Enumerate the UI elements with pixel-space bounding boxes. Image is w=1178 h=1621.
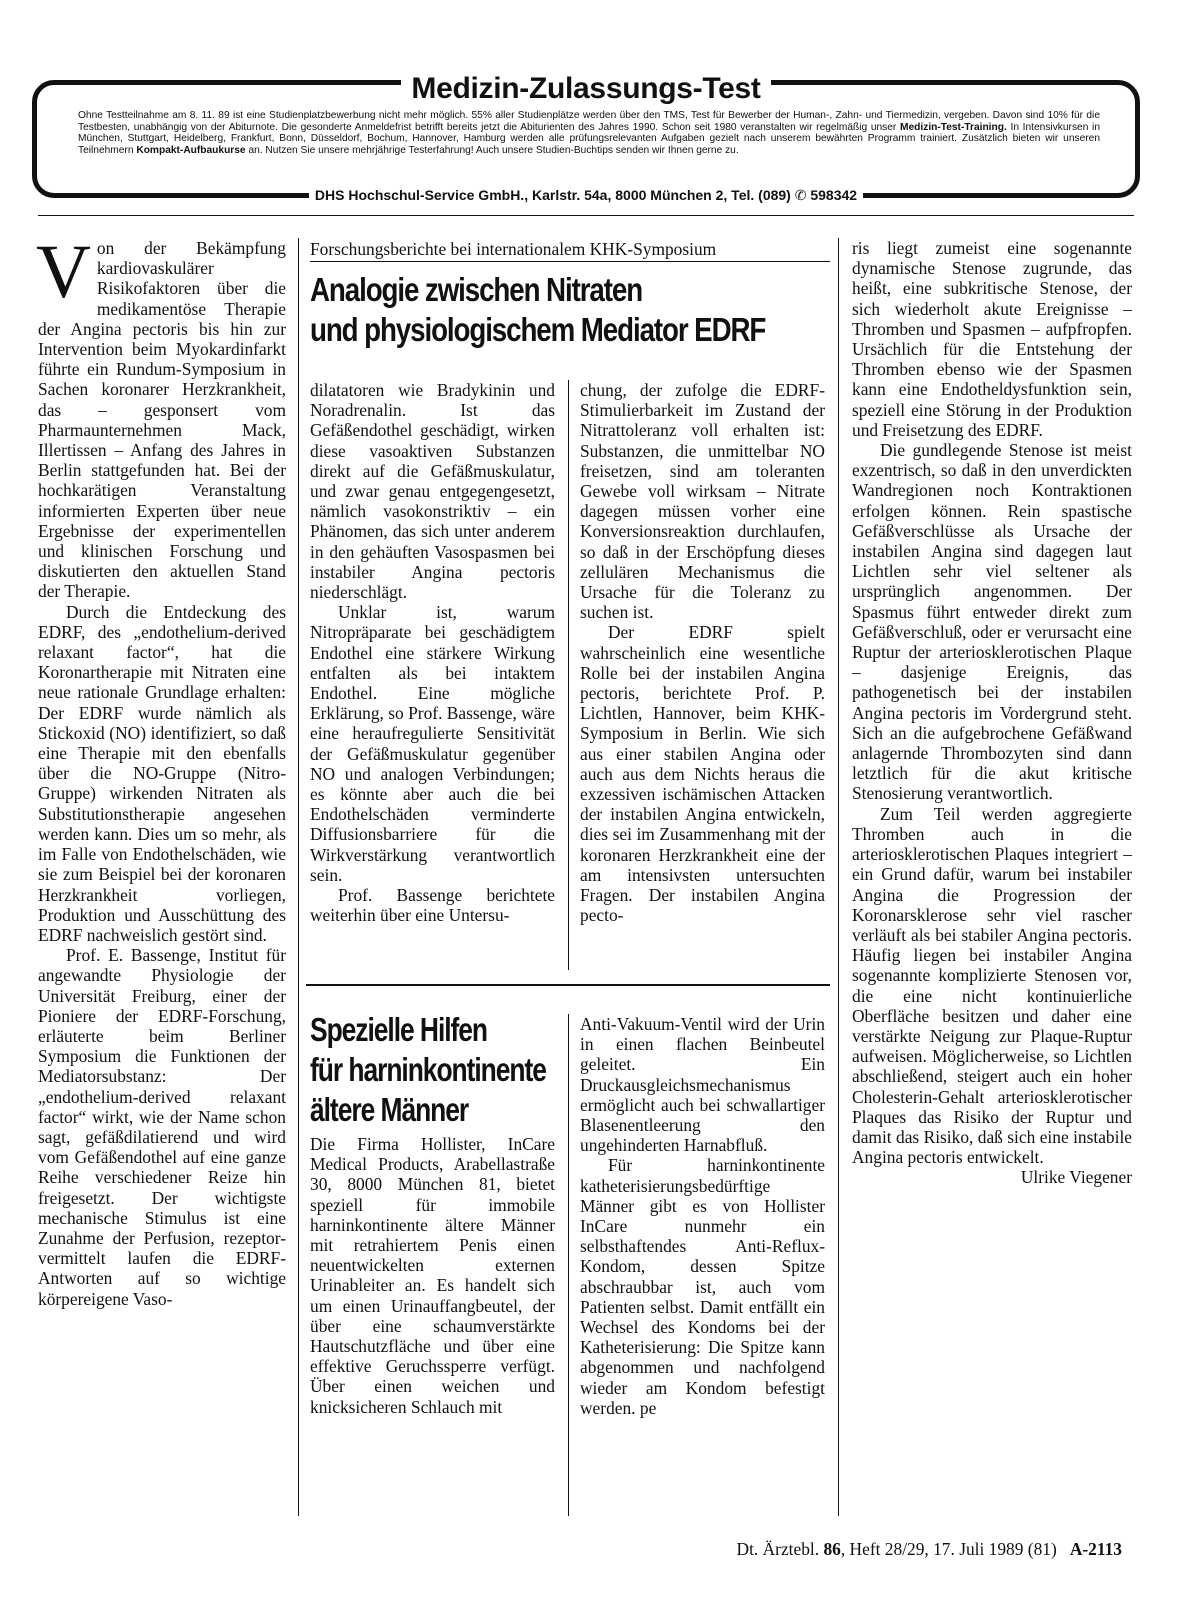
article2-headline-line3: ältere Männer xyxy=(310,1091,469,1128)
article1-col3-p3 xyxy=(852,803,1132,1188)
footer-issue: , Heft 28/29, 17. Juli 1989 (81) xyxy=(840,1539,1057,1559)
article1-col1-p2: Durch die Entdeckung des EDRF, des „endothelium-derived relaxant factor“, hat die Koronartherapie mit Nitraten eine neue rationale Grundlage erhalten: Der EDRF wurde nämlich als Stickoxid (NO) identifiziert, so daß eine Therapie mit den ebenfalls über die NO-Gruppe (Nitro-Gruppe) wirkenden Nitraten als Substitutionstherapie angesehen werden kann. Dies um so mehr, als im Falle von Endothelschäden, wie sie zum Beispiel bei der koronaren Herzkrankheit vorliegen, Produktion und Ausschüttung des EDRF nachweislich gestört sind. xyxy=(38,601,286,945)
article1-col1-p3: Prof. E. Bassenge, Institut für angewandte Physiologie der Universität Freiburg, einer der Pioniere der EDRF-Forschung, erläuterte beim Berliner Symposium die Funktionen der Mediatorsubstanz: Der „endothelium-derived relaxant factor“ wirkt, wie der Name schon sagt, gefäßdilatierend und wird vom Gefäßendothel auf eine ganze Reihe verschiedener Reize hin freigesetzt. Der wichtigste mechanische Stimulus ist eine Zunahme der Perfusion, rezeptor-vermittelt laufen die EDRF-Antworten auf so wichtige körpereigene Vaso- xyxy=(38,945,286,1309)
article2-headline-line1: Spezielle Hilfen xyxy=(310,1011,488,1048)
article2-col-b-p2-text: Für harninkontinente katheterisierungsbedürftige Männer gibt es von Hollister InCare nunmehr ein selbsthaftendes Anti-Reflux-Kondom, dessen Spitze abschraubbar ist, auch vom Patienten selbst. Damit entfällt ein Wechsel des Kondoms bei der Katheterisierung: Die Spitze kann abgenommen und nachfolgend wieder am Kondom befestigt werden. xyxy=(580,1155,825,1418)
article1-col3-p2: Die gundlegende Stenose ist meist exzentrisch, so daß in den unverdickten Wandregionen noch Kontraktionen erfolgen können. Rein spastische Gefäßverschlüsse als Ursache der instabilen Angina sind dagegen laut Lichtlen sehr viel seltener als ursprünglich angenommen. Der Spasmus führt entweder direkt zum Gefäßverschluß, oder er verursacht eine Ruptur der arteriosklerotischen Plaque – dasjenige Ereignis, das pathogenetisch bei der instabilen Angina pectoris im Vordergrund steht. Sich an die aufgebrochene Gefäßwand anlagernde Thrombozyten sind dann letztlich für die akut kritische Stenosierung verantwortlich. xyxy=(852,440,1132,804)
dropcap: V xyxy=(36,230,91,314)
article1-col2a-p3: Prof. Bassenge berichtete weiterhin über eine Untersu- xyxy=(310,885,555,926)
article1-col2a-p1: dilatatoren wie Bradykinin und Noradrenalin. Ist das Gefäßendothel geschädigt, wirken diese vasoaktiven Substanzen direkt auf die Gefäßmuskulatur, und zwar genau entgegengesetzt, nämlich vasokonstriktiv – ein Phänomen, das sich unter anderem in den gehäuften Vasospasmen bei instabiler Angina pectoris niederschlägt. xyxy=(310,380,555,603)
article1-col3-p1: ris liegt zumeist eine sogenannte dynamische Stenose zugrunde, das heißt, eine subkritische Stenose, der sich wiederholt akute Ereignisse – Thromben und Spasmen – aufpfropfen. Ursächlich für die Entstehung der Thromben ebenso wie der Spasmen kann eine Endotheldysfunktion sein, speziell eine Störung in der Produktion und Freisetzung des EDRF. xyxy=(852,238,1132,440)
article1-kicker: Forschungsberichte bei internationalem KHK-Symposium xyxy=(310,238,830,262)
ad-footer-wrap xyxy=(32,186,1140,205)
article1-headline xyxy=(310,270,766,350)
article2-col-b-p1: Anti-Vakuum-Ventil wird der Urin in einen flachen Beinbeutel geleitet. Ein Druckausgleichsmechanismus ermöglicht auch bei schwallartiger Blasenentleerung den ungehinderten Harnabfluß. xyxy=(580,1014,825,1156)
column-divider-2 xyxy=(838,238,839,1516)
column-divider-1 xyxy=(298,238,299,1516)
article1-col2a-p2: Unklar ist, warum Nitropräparate bei geschädigtem Endothel eine stärkere Wirkung entfalten als bei intaktem Endothel. Eine mögliche Erklärung, so Prof. Bassenge, wäre eine heraufregulierte Sensitivität der Gefäßmuskulatur gegenüber NO und analogen Verbindungen; es könnte aber auch die bei Endothelschäden verminderte Diffusionsbarriere für die Wirkverstärkung verantwortlich sein. xyxy=(310,602,555,885)
article1-author: Ulrike Viegener xyxy=(1020,1167,1132,1188)
article1-column-2a xyxy=(310,380,555,925)
article1-headline-line2: und physiologischem Mediator EDRF xyxy=(310,311,766,348)
ad-body-bold-2: Kompakt-Aufbaukurse xyxy=(136,144,246,156)
footer-volume: 86 xyxy=(823,1539,841,1559)
article2-column-a xyxy=(310,1134,555,1417)
article1-paragraph xyxy=(36,230,286,602)
article2-headline xyxy=(310,1010,546,1130)
article1-col2b-p2: Der EDRF spielt wahrscheinlich eine wesentliche Rolle bei der instabilen Angina pectoris, berichtete Prof. P. Lichtlen, Hannover, beim KHK-Symposium in Berlin. Wie sich aus einer stabilen Angina oder auch aus dem Nichts heraus die exzessiven ischämischen Attacken der instabilen Angina entwickeln, dies sei im Zusammenhang mit der koronaren Herzkrankheit eine der am intensivsten untersuchten Fragen. Der instabilen Angina pecto- xyxy=(580,622,825,926)
article1-col3-p3-text: Zum Teil werden aggregierte Thromben auch in die arteriosklerotischen Plaques integriert – ein Grund dafür, warum bei instabiler Angina die Progression der Koronarsklerose sehr viel rascher verläuft als bei stabiler Angina pectoris. Häufig liegen bei instabiler Angina sogenannte komplizierte Stenosen vor, die eine nicht kontinuierliche Oberfläche besitzen und daher eine verstärkte Neigung zur Plaque-Ruptur aufweisen. Möglicherweise, so Lichtlen abschließend, steigert auch ein hoher Cholesterin-Gehalt arteriosklerotischer Plaques das Risiko der Ruptur und damit das Risiko, daß sich eine instabile Angina pectoris entwickelt. xyxy=(852,803,1132,1168)
ad-body-text-3: an. Nutzen Sie unsere mehrjährige Testerfahrung! Auch unsere Studien-Buchtips senden wir Ihnen gerne zu. xyxy=(248,144,739,156)
article2-headline-line2: für harninkontinente xyxy=(310,1051,546,1088)
article2-col-b-p2 xyxy=(580,1155,825,1418)
article1-column-2b xyxy=(580,380,825,925)
article2-col-a-p1: Die Firma Hollister, InCare Medical Products, Arabellastraße 30, 8000 München 81, bietet speziell für immobile harninkontinente ältere Männer mit retrahiertem Penis einen neuentwickelten externen Urinableiter an. Es handelt sich um einen Urinauffangbeutel, der über eine schaumverstärkte Hautschutzfläche und über eine effektive Geruchssperre verfügt. Über einen weichen und knicksicheren Schlauch mit xyxy=(310,1134,555,1417)
column-divider-2a xyxy=(568,380,569,970)
article-separator-rule xyxy=(306,984,830,986)
ad-body-text-2: In Intensivkursen in München, Stuttgart, Heidelberg, Frankfurt, Bonn, Düsseldorf, Bochum, Hannover, Hamburg werden alle prüfungsrelevanten Aufgaben gezielt nach unserem bewährten Programm trainiert. Zusätzlich bieten wir unseren Teilnehmern xyxy=(78,121,1100,156)
ad-body-bold-1: Medizin-Test-Training. xyxy=(900,121,1007,133)
article1-headline-line1: Analogie zwischen Nitraten xyxy=(310,271,643,308)
ad-contact-line: DHS Hochschul-Service GmbH., Karlstr. 54a, 8000 München 2, Tel. (089) ✆ 598342 xyxy=(309,186,863,204)
article1-col2b-p1: chung, der zufolge die EDRF-Stimulierbarkeit im Zustand der Nitrattoleranz voll erhalten ist: Substanzen, die unmittelbar NO freisetzen, sind am toleranten Gewebe voll wirksam – Nitrate dagegen müssen vorher eine Konversionsreaktion durchlaufen, so daß in der Erschöpfung dieses zellulären Mechanismus die Ursache für die Toleranz zu suchen ist. xyxy=(580,380,825,623)
article2-signature: pe xyxy=(639,1397,657,1418)
article1-col1-p1: on der Bekämpfung kardiovaskulärer Risikofaktoren über die medikamentöse Therapie der Angina pectoris bis hin zur Intervention beim Myokardinfarkt führte ein Rundum-Symposium in Sachen koronarer Herzkrankheit, das – gesponsert vom Pharmaunternehmen Mack, Illertissen – Anfang des Jahres in Berlin stattgefunden hat. Bei der hochkarätigen Veranstaltung informierten Experten über neue Ergebnisse der experimentellen und klinischen Forschung und diskutierten den aktuellen Stand der Therapie. xyxy=(38,238,286,602)
article2-column-b xyxy=(580,1014,825,1418)
advertisement-box xyxy=(32,72,1140,203)
ad-title: Medizin-Zulassungs-Test xyxy=(401,72,770,106)
article1-column-1 xyxy=(36,230,286,1309)
header-rule xyxy=(38,215,1134,216)
ad-body xyxy=(78,110,1100,156)
footer-page-number: A-2113 xyxy=(1069,1539,1122,1559)
column-divider-article2 xyxy=(568,1014,569,1516)
page-footer xyxy=(737,1538,1122,1560)
ad-title-wrap xyxy=(32,72,1140,106)
footer-journal: Dt. Ärztebl. xyxy=(736,1539,820,1559)
ad-body-text-1: Ohne Testteilnahme am 8. 11. 89 ist eine Studienplatzbewerbung nicht mehr möglich. 55% aller Studienplätze werden über den TMS, Test für Bewerber der Human-, Zahn- und Tiermedizin, vergeben. Davon sind 10% für die Testbesten, unabhängig von der Abiturnote. Die gesonderte Anmeldefrist betrifft bereits jetzt die Abiturienten des Jahres 1990. Schon seit 1980 veranstalten wir regelmäßig unser xyxy=(78,110,1100,133)
article1-column-3 xyxy=(852,238,1132,1188)
